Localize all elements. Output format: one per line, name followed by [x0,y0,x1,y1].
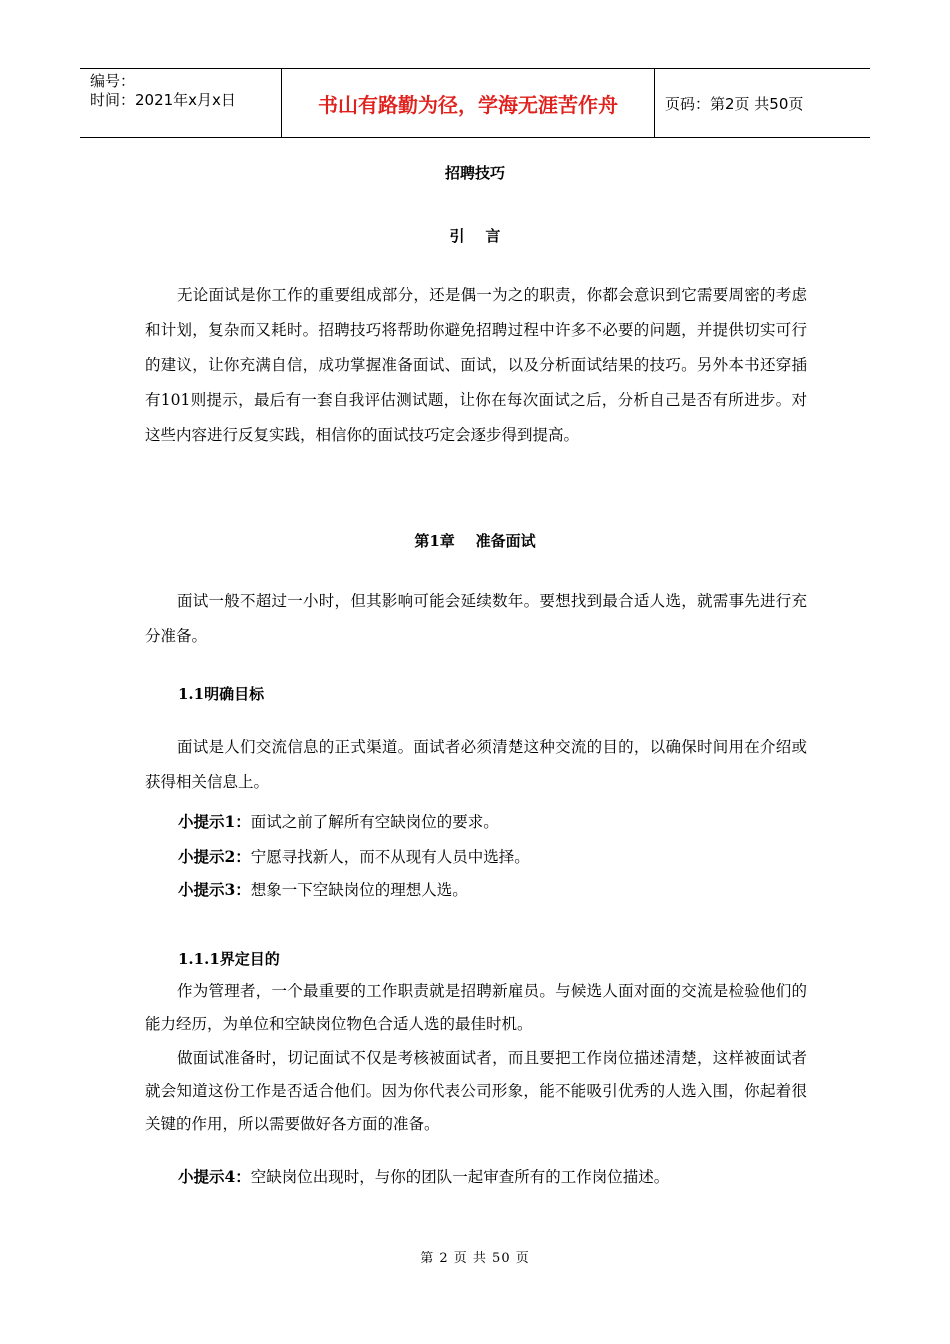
document-title: 招聘技巧 [444,164,505,182]
tip-label: 小提示2： [178,847,251,866]
tip-4 [178,1165,669,1187]
intro-heading: 引 言 [449,227,501,245]
section-1-1-heading: 1.1明确目标 [178,685,265,703]
tip-1 [178,810,499,832]
section-1-1-1-heading: 1.1.1界定目的 [178,950,280,968]
tip-text: 空缺岗位出现时，与你的团队一起审查所有的工作岗位描述。 [250,1168,670,1186]
code-label: 编号： [90,72,136,90]
section-1-1-1-paragraph-1: 作为管理者，一个最重要的工作职责就是招聘新雇员。与候选人面对面的交流是检验他们的能力经历，为单位和空缺岗位物色合适人选的最佳时机。 [145,982,807,1033]
tip-label: 小提示1： [178,812,251,831]
chapter-heading: 第1章 准备面试 [414,532,536,550]
header-page-code: 页码：第2页 共50页 [665,94,804,113]
chapter-paragraph: 面试一般不超过一小时，但其影响可能会延续数年。要想找到最合适人选，就需事先进行充分准备。 [145,592,807,645]
time-label: 时间：2021年x月x日 [90,91,236,109]
section-1-1-paragraph: 面试是人们交流信息的正式渠道。面试者必须清楚这种交流的目的，以确保时间用在介绍或获得相关信息上。 [145,738,807,791]
page-footer: 第 2 页 共 50 页 [420,1251,530,1266]
tip-text: 面试之前了解所有空缺岗位的要求。 [250,813,499,831]
document-header [80,68,870,138]
section-1-1-1-paragraph-2: 做面试准备时，切记面试不仅是考核被面试者，而且要把工作岗位描述清楚，这样被面试者就会知道这份工作是否适合他们。因为你代表公司形象，能不能吸引优秀的人选入围，你起着很关键的作用，所以需要做好各方面的准备。 [145,1049,807,1133]
tip-text: 想象一下空缺岗位的理想人选。 [250,881,468,899]
tip-text: 宁愿寻找新人，而不从现有人员中选择。 [250,848,530,866]
tip-3 [178,878,468,900]
tip-label: 小提示4： [178,1167,251,1186]
intro-paragraph: 无论面试是你工作的重要组成部分，还是偶一为之的职责，你都会意识到它需要周密的考虑和计划，复杂而又耗时。招聘技巧将帮助你避免招聘过程中许多不必要的问题，并提供切实可行的建议，让你充满自信，成功掌握准备面试、面试，以及分析面试结果的技巧。另外本书还穿插有101则提示，最后有一套自我评估测试题，让你在每次面试之后，分析自己是否有所进步。对这些内容进行反复实践，相信你的面试技巧定会逐步得到提高。 [145,286,807,444]
tip-label: 小提示3： [178,880,251,899]
header-motto: 书山有路勤为径，学海无涯苦作舟 [282,69,655,137]
header-meta [80,69,282,137]
tip-2 [178,845,530,867]
